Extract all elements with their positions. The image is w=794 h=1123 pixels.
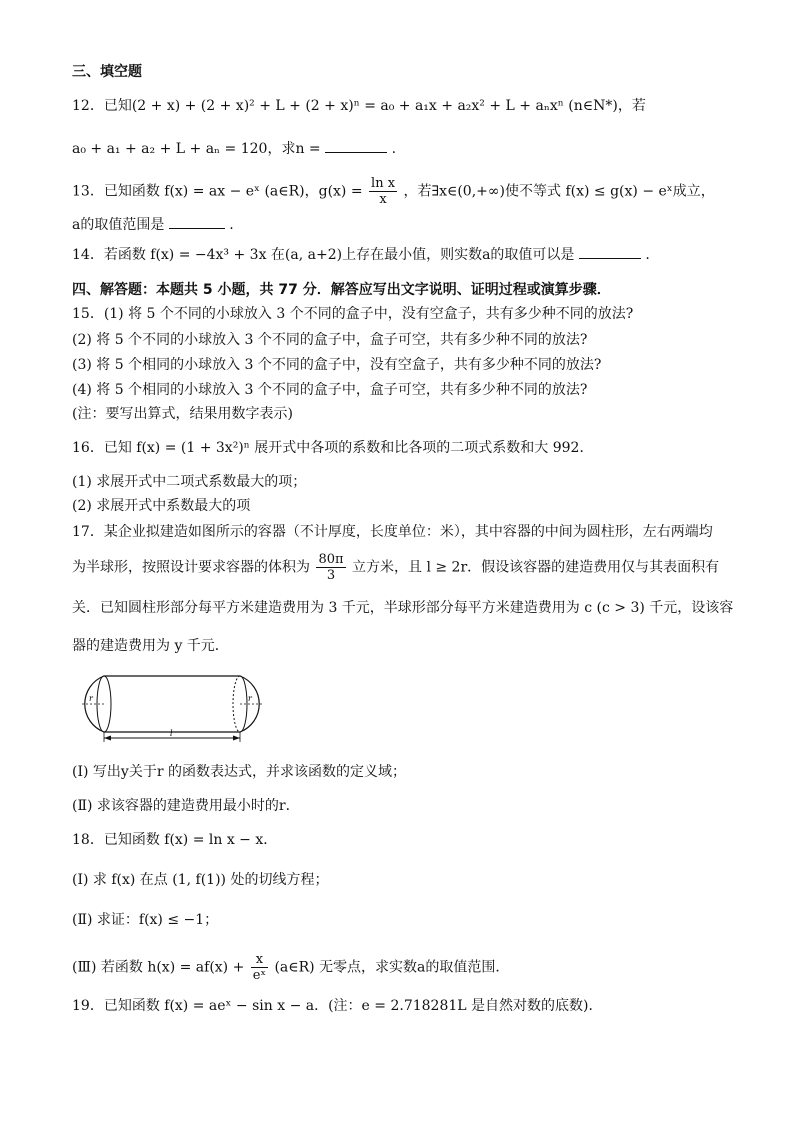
q15-part4: (4) 将 5 个相同的小球放入 3 个不同的盒子中，盒子可空，共有多少种不同的放法?: [72, 382, 588, 398]
q17-part2: (Ⅱ) 求该容器的建造费用最小时的r．: [72, 798, 300, 814]
q18-part3-text-a: (Ⅲ) 若函数 h(x) = af(x) +: [72, 959, 245, 976]
q17-line1: 17．某企业拟建造如图所示的容器（不计厚度，长度单位：米），其中容器的中间为圆柱形，左右两端均: [72, 524, 713, 540]
q12-answer-blank[interactable]: [325, 138, 387, 153]
q18-part2: (Ⅱ) 求证：f(x) ≤ −1；: [72, 912, 219, 928]
q17-part1: (Ⅰ) 写出y关于r 的函数表达式，并求该函数的定义域；: [72, 764, 406, 780]
q13-answer-blank[interactable]: [169, 214, 225, 229]
q13-line1: [72, 176, 715, 207]
q18-stem: 18．已知函数 f(x) = ln x − x．: [72, 832, 278, 848]
q17-text-a: 为半球形，按照设计要求容器的体积为: [72, 559, 310, 576]
q12-period: .: [391, 141, 397, 157]
q14-text: 14．若函数 f(x) = −4x³ + 3x 在(a, a+2)上存在最小值，则实数a的取值可以是: [72, 247, 575, 263]
section-4-title: 四、解答题：本题共 5 小题，共 77 分．解答应写出文字说明、证明过程或演算步骤．: [72, 282, 611, 298]
q18-frac-num: x: [251, 952, 268, 968]
q17-line4: 器的建造费用为 y 千元．: [72, 638, 229, 654]
q15-note: (注：要写出算式，结果用数字表示): [72, 406, 293, 422]
q13-text-b: ，若∃x∈(0,+∞)使不等式 f(x) ≤ g(x) − eˣ成立，: [403, 183, 715, 200]
q12-line2: [72, 138, 396, 159]
q16-stem: 16．已知 f(x) = (1 + 3x²)ⁿ 展开式中各项的系数和比各项的二项式系数和大 992．: [72, 440, 594, 456]
q14-line: [72, 244, 650, 265]
q17-line3: 关．已知圆柱形部分每平方米建造费用为 3 千元，半球形部分每平方米建造费用为 c (c > 3) 千元，设该容: [72, 600, 734, 616]
left-radius-label: r: [89, 694, 93, 703]
q12-line1: 12．已知(2 + x) + (2 + x)² + L + (2 + x)ⁿ = a₀ + a₁x + a₂x² + L + aₙxⁿ (n∈N*)，若: [72, 98, 646, 114]
q13-fraction: [369, 176, 397, 207]
length-arrow-right: [233, 736, 240, 741]
q15-part2: (2) 将 5 个不同的小球放入 3 个不同的盒子中，盒子可空，共有多少种不同的放法?: [72, 332, 588, 348]
q17-line2: [72, 552, 719, 583]
q13-range-label: a的取值范围是: [72, 217, 165, 233]
q18-part1: (Ⅰ) 求 f(x) 在点 (1, f(1)) 处的切线方程；: [72, 872, 329, 888]
q18-part3-text-b: (a∈R) 无零点，求实数a的取值范围．: [274, 959, 510, 976]
q13-text-a: 13．已知函数 f(x) = ax − eˣ (a∈R)，g(x) =: [72, 183, 363, 200]
length-label: l: [170, 729, 173, 738]
right-cross-section-back: [233, 676, 240, 732]
q13-frac-num: ln x: [371, 176, 396, 191]
q17-text-b: 立方米，且 l ≥ 2r．假设该容器的建造费用仅与其表面积有: [352, 559, 720, 576]
q13-line2: [72, 214, 234, 235]
q18-frac-den: eˣ: [252, 968, 266, 983]
q19-stem: 19．已知函数 f(x) = aeˣ − sin x − a．(注：e = 2.718281L 是自然对数的底数)．: [72, 998, 603, 1014]
q14-answer-blank[interactable]: [579, 244, 641, 259]
right-radius-label: r: [248, 694, 252, 703]
q12-condition: a₀ + a₁ + a₂ + L + aₙ = 120，求n =: [72, 141, 321, 157]
q18-part3: [72, 952, 509, 983]
q17-frac-den: 3: [326, 568, 336, 583]
q15-part3: (3) 将 5 个相同的小球放入 3 个不同的盒子中，没有空盒子，共有多少种不同的放法?: [72, 357, 602, 373]
q18-fraction: [251, 952, 268, 983]
q17-fraction: [316, 552, 345, 583]
q14-period: .: [645, 247, 650, 263]
section-3-title: 三、填空题: [72, 64, 142, 80]
q15-part1: 15．(1) 将 5 个不同的小球放入 3 个不同的盒子中，没有空盒子，共有多少种不同的放法?: [72, 306, 634, 322]
q17-frac-num: 80π: [318, 552, 344, 567]
q16-part1: (1) 求展开式中二项式系数最大的项；: [72, 474, 307, 490]
q16-part2: (2) 求展开式中系数最大的项: [72, 498, 251, 514]
q13-period: .: [229, 217, 234, 233]
length-arrow-left: [104, 736, 111, 741]
capsule-container-figure: [70, 668, 276, 746]
q13-frac-den: x: [379, 192, 387, 207]
